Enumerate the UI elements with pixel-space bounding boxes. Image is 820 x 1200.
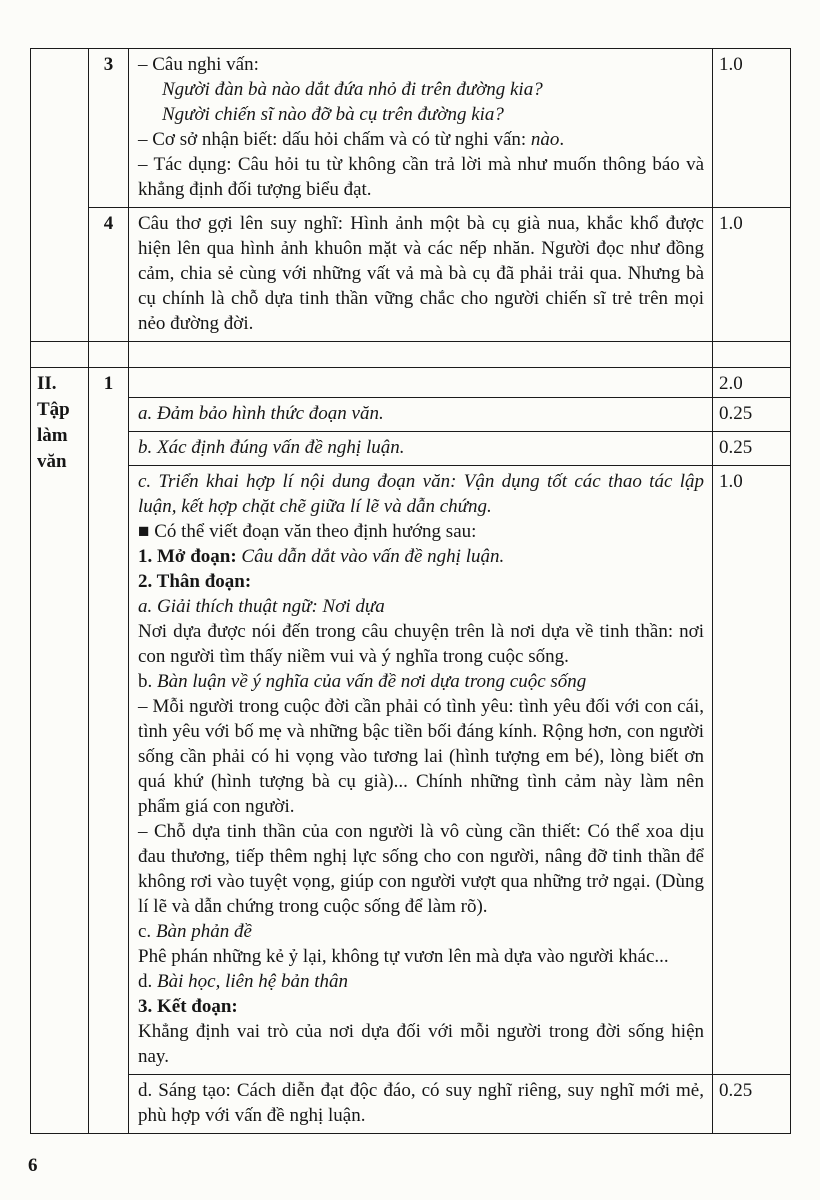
question-number: 4 (89, 208, 129, 342)
text-segment: b. (138, 671, 157, 692)
answer-paragraph (138, 519, 704, 544)
text-segment: b. Xác định đúng vấn đề nghị luận. (138, 437, 405, 458)
answer-paragraph (138, 819, 704, 919)
text-segment: – Tác dụng: Câu hỏi tu từ không cần trả lời mà như muốn thông báo và khẳng định đối tượng biểu đạt. (138, 154, 704, 200)
answer-paragraph (138, 694, 704, 819)
text-segment: 1. Mở đoạn: (138, 546, 242, 567)
answer-paragraph (138, 469, 704, 519)
answer-paragraph (138, 211, 704, 336)
text-segment: – Cơ sở nhận biết: dấu hỏi chấm và có từ nghi vấn: (138, 129, 531, 150)
row-criterion-b (31, 432, 791, 466)
answer-paragraph (138, 919, 704, 944)
section-label-cell (31, 342, 89, 368)
points-value: 1.0 (713, 208, 791, 342)
section-label-line: Tập (37, 399, 70, 420)
question-number: 3 (89, 49, 129, 208)
text-segment: – Câu nghi vấn: (138, 54, 259, 75)
answer-paragraph (138, 569, 704, 594)
points-value (713, 342, 791, 368)
text-segment: ■ Có thể viết đoạn văn theo định hướng sau: (138, 521, 477, 542)
answer-paragraph (138, 1078, 704, 1128)
text-segment: Bàn phản đề (155, 921, 252, 942)
text-segment: . (559, 129, 565, 150)
answer-paragraph (138, 77, 704, 102)
row-spacer (31, 342, 791, 368)
answer-paragraph (138, 669, 704, 694)
answer-content-cell (129, 398, 713, 432)
points-value: 0.25 (713, 398, 791, 432)
row-ii-1 (31, 368, 791, 398)
answer-paragraph (138, 994, 704, 1019)
text-segment: Khẳng định vai trò của nơi dựa đối với mỗi người trong đời sống hiện nay. (138, 1021, 704, 1067)
answer-content-cell (129, 432, 713, 466)
row-criterion-a (31, 398, 791, 432)
answer-content-cell (129, 466, 713, 1075)
answer-paragraph (138, 102, 704, 127)
answer-paragraph (138, 435, 704, 460)
points-value: 1.0 (713, 466, 791, 1075)
text-segment: c. Triển khai hợp lí nội dung đoạn văn: Vận dụng tốt các thao tác lập luận, kết hợp chặt chẽ giữa lí lẽ và dẫn chứng. (138, 471, 704, 517)
points-value: 2.0 (713, 368, 791, 398)
text-segment: c. (138, 921, 156, 942)
answer-paragraph (138, 152, 704, 202)
answer-paragraph (138, 1019, 704, 1069)
text-segment: – Mỗi người trong cuộc đời cần phải có tình yêu: tình yêu đối với con cái, tình yêu với bố mẹ và những bậc tiền bối đáng kính. Rộng hơn, con người sống cần phải có hi vọng vào tương lai (hình tượng em bé), lòng biết ơn quá khứ (hình tượng bà cụ già)... Chính những tình cảm này làm nên phẩm giá con người. (138, 696, 704, 817)
text-segment: – Chỗ dựa tinh thần của con người là vô cùng cần thiết: Có thể xoa dịu đau thương, tiếp thêm nghị lực sống cho con người, nâng đỡ tinh thần để không rơi vào tuyệt vọng, giúp con người vượt qua những trở ngại. (Dùng lí lẽ và dẫn chứng trong cuộc sống để làm rõ). (138, 821, 704, 917)
row-criterion-c (31, 466, 791, 1075)
section-label-line: II. (37, 373, 57, 394)
answer-content-cell (129, 368, 713, 398)
answer-content-cell (129, 208, 713, 342)
row-q3 (31, 49, 791, 208)
page-number: 6 (28, 1155, 38, 1176)
answer-content-cell (129, 342, 713, 368)
answer-paragraph (138, 52, 704, 77)
question-number (89, 342, 129, 368)
text-segment: Nơi dựa được nói đến trong câu chuyện trên là nơi dựa về tinh thần: nơi con người tìm thấy niềm vui và ý nghĩa trong cuộc sống. (138, 621, 704, 667)
section-label-line: làm (37, 425, 68, 446)
text-segment: Bài học, liên hệ bản thân (157, 971, 349, 992)
answer-paragraph (138, 944, 704, 969)
section-label-cell (31, 49, 89, 342)
text-segment: Người đàn bà nào dắt đứa nhỏ đi trên đường kia? (162, 79, 543, 100)
points-value: 0.25 (713, 432, 791, 466)
rubric-table-body (31, 49, 791, 1134)
answer-paragraph (138, 127, 704, 152)
text-segment: Câu thơ gợi lên suy nghĩ: Hình ảnh một bà cụ già nua, khắc khổ được hiện lên qua hình ảnh khuôn mặt và các nếp nhăn. Người đọc như đồng cảm, chia sẻ cùng với những vất vả mà bà cụ đã phải trải qua. Nhưng bà cụ chính là chỗ dựa tinh thần vững chắc cho người chiến sĩ trẻ trên mọi nẻo đường đời. (138, 213, 704, 334)
text-segment: Phê phán những kẻ ỷ lại, không tự vươn lên mà dựa vào người khác... (138, 946, 669, 967)
section-label-cell (31, 368, 89, 1134)
section-label-line: văn (37, 451, 67, 472)
text-segment: d. Sáng tạo: Cách diễn đạt độc đáo, có suy nghĩ riêng, suy nghĩ mới mẻ, phù hợp với vấn đề nghị luận. (138, 1080, 704, 1126)
points-value: 0.25 (713, 1075, 791, 1134)
row-criterion-d (31, 1075, 791, 1134)
text-segment: Câu dẫn dắt vào vấn đề nghị luận. (241, 546, 505, 567)
text-segment: a. Giải thích thuật ngữ: Nơi dựa (138, 596, 385, 617)
text-segment: 3. Kết đoạn: (138, 996, 238, 1017)
rubric-table (30, 48, 791, 1134)
row-q4 (31, 208, 791, 342)
text-segment: Người chiến sĩ nào đỡ bà cụ trên đường kia? (162, 104, 504, 125)
points-value: 1.0 (713, 49, 791, 208)
question-number: 1 (89, 368, 129, 1134)
text-segment: d. (138, 971, 157, 992)
answer-paragraph (138, 594, 704, 619)
text-segment: a. Đảm bảo hình thức đoạn văn. (138, 403, 384, 424)
answer-paragraph (138, 969, 704, 994)
answer-content-cell (129, 49, 713, 208)
text-segment: 2. Thân đoạn: (138, 571, 252, 592)
text-segment: Bàn luận về ý nghĩa của vấn đề nơi dựa trong cuộc sống (157, 671, 587, 692)
answer-paragraph (138, 401, 704, 426)
answer-content-cell (129, 1075, 713, 1134)
answer-paragraph (138, 619, 704, 669)
answer-paragraph (138, 544, 704, 569)
text-segment: nào (530, 129, 560, 150)
